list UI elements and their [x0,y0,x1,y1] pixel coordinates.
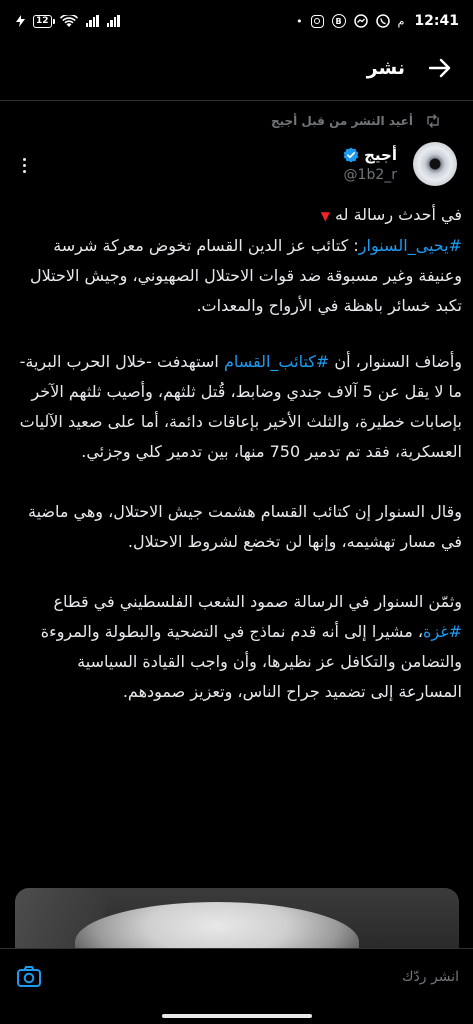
status-bar [0,0,473,42]
tweet-paragraph-4 [14,587,462,707]
instagram-icon [311,15,324,28]
back-button[interactable] [427,55,453,81]
home-indicator[interactable] [162,1014,312,1018]
red-triangle-icon: ▼ [320,209,330,223]
more-options-button[interactable] [14,153,34,177]
author-name: أجيج [364,146,397,164]
header-divider [0,100,473,101]
verified-badge-icon [343,147,359,163]
arrow-right-icon [429,58,451,78]
p2-after: استهدفت -خلال الحرب البرية- ما لا يقل عن 5 آلاف جندي وضابط، قُتل ثلثهم، وأصيب ثلثهم الآخر بإصابات خطيرة، والثلث الأخير بإعاقات دائمة، أما على صعيد الآليات العسكرية، فقد تم تدمير 750 منها، بين تدمير كلي وجزئي. [19,352,462,461]
author-name-row [343,146,397,164]
intro-text: في أحدث رسالة له [335,205,462,224]
messenger-icon [354,14,368,28]
hashtag-gaza[interactable]: #غزة [423,622,462,641]
repost-indicator[interactable] [271,114,441,128]
p4-before: وثمّن السنوار في الرسالة صمود الشعب الفلسطيني في قطاع [53,592,462,611]
reply-bar [0,948,473,1004]
am-pm-label: م [397,14,405,28]
author-block[interactable] [343,146,397,183]
whatsapp-icon [376,14,390,28]
repost-label: أعيد النشر من قبل أجيج [270,114,413,128]
signal-icon-2 [107,15,120,27]
avatar[interactable] [413,142,457,186]
tweet-paragraph-2 [14,347,462,467]
battery-icon [33,15,52,28]
page-title: نشر [366,57,405,79]
author-handle: @1b2_r [343,167,397,183]
wifi-icon [60,15,78,28]
signal-icon [86,15,99,27]
status-right [296,13,459,29]
p1-text: : كتائب عز الدين القسام تخوض معركة شرسة وعنيفة وغير مسبوقة ضد قوات الاحتلال الصهيوني، وجيش الاحتلال تكبد خسائر باهظة في الأرواح والمعدات. [30,236,462,315]
clock: 12:41 [414,13,459,29]
reply-input[interactable]: انشر ردّك [402,968,459,985]
battery-level: 12 [36,16,49,26]
p2-before: وأضاف السنوار، أن [329,352,462,371]
p3-text: وقال السنوار إن كتائب القسام هشمت جيش الاحتلال، وهي ماضية في مسار تهشيمه، وإنها لن تخضع لشروط الاحتلال. [27,502,462,551]
p4-after: ، مشيرا إلى أنه قدم نماذج في التضحية والبطولة والمروءة والتضامن والتكافل عز نظيرها، وأن واجب القيادة السياسية المسارعة إلى تضميد جراح الناس، وتعزيز صمودهم. [40,622,462,701]
charging-icon [16,15,25,27]
more-dots-icon: • [296,14,303,28]
status-left [16,15,120,28]
repost-icon [425,114,441,128]
top-bar [0,42,473,94]
hashtag-qassam[interactable]: #كتائب_القسام [223,352,330,371]
tweet-text [14,200,462,737]
tweet-paragraph-3 [14,497,462,557]
hashtag-sinwar[interactable]: #يحيى_السنوار [358,236,462,255]
b-app-icon: B [332,14,346,28]
tweet-paragraph-1 [14,200,462,321]
camera-icon[interactable] [16,964,42,990]
tweet-media-image[interactable] [15,888,459,948]
